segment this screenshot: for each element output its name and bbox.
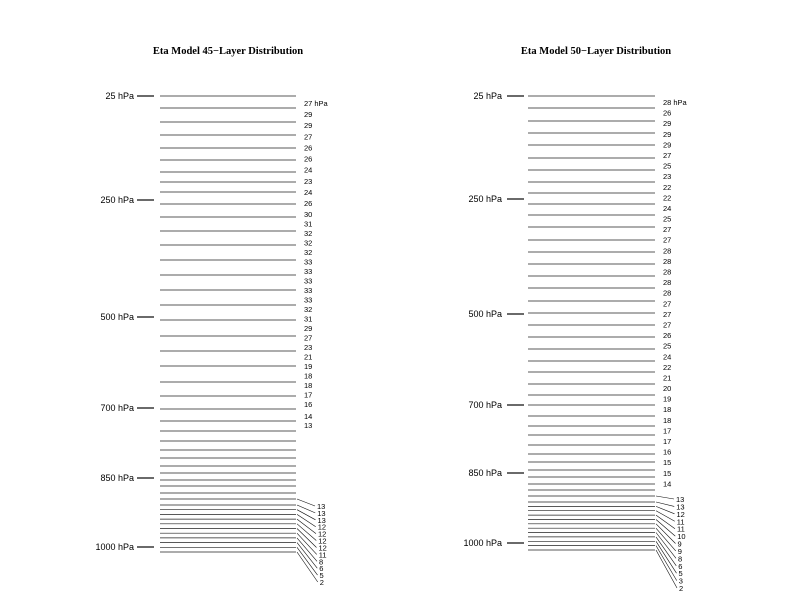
layer-thickness-label: 9 (677, 546, 682, 556)
pressure-label: 1000 hPa (95, 542, 134, 552)
layer-thickness-label: 15 (663, 458, 672, 468)
eta-50-layer-panel (463, 46, 687, 593)
layer-thickness-label: 10 (677, 532, 686, 542)
layer-thickness-label: 17 (663, 437, 672, 446)
layer-thickness-label: 32 (304, 238, 313, 248)
layer-thickness-label: 29 (663, 129, 672, 139)
label-leader-line (656, 528, 676, 551)
layer-thickness-label: 24 (304, 187, 313, 197)
label-leader-line (656, 502, 674, 506)
layer-thickness-label: 21 (663, 373, 672, 383)
layer-thickness-label: 23 (304, 176, 313, 186)
layer-thickness-label: 20 (663, 384, 672, 394)
layer-thickness-label: 21 (304, 352, 313, 362)
layer-thickness-label: 13 (317, 502, 326, 511)
layer-thickness-label: 5 (319, 571, 324, 581)
layer-thickness-label: 11 (676, 517, 685, 527)
layer-thickness-label: 32 (304, 305, 313, 314)
layer-thickness-label: 27 (304, 333, 313, 343)
eta-50-layer-lines (528, 96, 655, 550)
layer-thickness-label: 29 (663, 140, 672, 150)
layer-thickness-label: 16 (304, 400, 313, 409)
layer-thickness-label: 18 (304, 371, 313, 381)
layer-thickness-label: 29 (304, 121, 313, 131)
layer-thickness-label: 27 (663, 151, 672, 160)
layer-thickness-label: 5 (678, 569, 683, 579)
eta-45-pressure-ticks (95, 91, 154, 552)
layer-thickness-label: 23 (663, 172, 672, 182)
layer-thickness-label: 2 (679, 584, 684, 593)
label-leader-line (656, 496, 674, 499)
layer-thickness-label: 13 (317, 515, 326, 525)
layer-thickness-label: 28 (663, 278, 672, 288)
label-leader-line (656, 546, 677, 581)
layer-thickness-label: 17 (663, 426, 672, 436)
layer-thickness-label: 11 (318, 550, 327, 560)
layer-thickness-label: 12 (676, 509, 685, 519)
layer-thickness-label: 29 (304, 324, 313, 333)
label-leader-line (297, 552, 318, 582)
layer-thickness-label: 27 (663, 235, 672, 245)
layer-thickness-label: 26 (304, 199, 313, 208)
pressure-label: 850 hPa (100, 473, 134, 483)
layer-thickness-label: 18 (304, 381, 313, 390)
layer-thickness-label: 28 (663, 288, 672, 298)
layer-thickness-label: 13 (304, 421, 313, 430)
layer-thickness-label: 14 (304, 412, 313, 421)
layer-thickness-label: 14 (663, 479, 672, 489)
layer-thickness-label: 27 hPa (304, 99, 328, 108)
layer-thickness-label: 2 (319, 578, 324, 587)
layer-thickness-label: 32 (304, 248, 313, 257)
layer-thickness-label: 6 (678, 561, 683, 571)
layer-thickness-label: 18 (663, 405, 672, 415)
layer-thickness-label: 33 (304, 257, 313, 267)
layer-thickness-label: 28 (663, 246, 672, 256)
layer-thickness-label: 13 (676, 502, 685, 512)
layer-thickness-label: 24 (304, 165, 313, 175)
layer-thickness-label: 27 (663, 309, 672, 319)
layer-thickness-label: 9 (677, 539, 682, 549)
layer-thickness-label: 29 (304, 110, 313, 120)
label-leader-line (297, 514, 316, 526)
layer-thickness-label: 29 (663, 119, 672, 129)
layer-thickness-label: 31 (304, 219, 313, 229)
top-unit-label: hPa (314, 99, 328, 108)
label-leader-line (656, 511, 675, 522)
layer-thickness-label: 22 (663, 362, 672, 372)
layer-thickness-label: 26 (663, 331, 672, 341)
layer-thickness-label: 31 (304, 314, 313, 324)
eta-45-layer-lines (160, 96, 296, 552)
layer-thickness-label: 12 (318, 536, 327, 546)
layer-thickness-label: 28 (663, 256, 672, 266)
layer-thickness-label: 19 (663, 394, 672, 404)
pressure-label: 700 hPa (468, 400, 502, 410)
layer-thickness-label: 27 (663, 320, 672, 330)
label-leader-line (297, 499, 315, 506)
label-leader-line (297, 510, 316, 520)
label-leader-line (297, 505, 315, 513)
layer-thickness-label: 28 (663, 267, 672, 277)
layer-thickness-label: 13 (676, 495, 685, 504)
layer-thickness-label: 18 (663, 415, 672, 425)
eta-45-title: Eta Model 45−Layer Distribution (152, 46, 304, 57)
label-leader-line (656, 533, 676, 559)
layer-thickness-label: 12 (318, 529, 327, 539)
layer-thickness-label: 8 (678, 554, 683, 564)
layer-thickness-label: 8 (319, 557, 324, 567)
layer-thickness-label: 33 (304, 295, 313, 305)
layer-thickness-label: 24 (663, 203, 672, 213)
pressure-label: 1000 hPa (463, 538, 502, 548)
layer-thickness-label: 32 (304, 229, 313, 238)
layer-thickness-label: 27 (663, 299, 672, 309)
layer-thickness-label: 6 (319, 564, 324, 574)
layer-thickness-label: 28 hPa (663, 98, 687, 107)
layer-thickness-label: 19 (304, 362, 313, 371)
layer-thickness-label: 33 (304, 267, 313, 276)
pressure-label: 25 hPa (105, 91, 134, 101)
layer-thickness-label: 25 (663, 161, 672, 171)
layer-thickness-label: 27 (663, 225, 672, 235)
layer-thickness-label: 17 (304, 390, 313, 400)
layer-thickness-label: 26 (304, 154, 313, 164)
pressure-label: 250 hPa (468, 194, 502, 204)
layer-thickness-label: 22 (663, 193, 672, 203)
layer-thickness-label: 22 (663, 182, 672, 192)
pressure-label: 25 hPa (473, 91, 502, 101)
top-unit-label: hPa (673, 98, 687, 107)
layer-thickness-label: 33 (304, 276, 313, 286)
eta-45-thickness-labels (297, 99, 329, 587)
label-leader-line (297, 538, 317, 561)
layer-thickness-label: 33 (304, 286, 313, 295)
layer-thickness-label: 26 (304, 143, 313, 153)
layer-thickness-label: 23 (304, 343, 313, 352)
layer-thickness-label: 12 (318, 543, 327, 553)
eta-50-thickness-labels (656, 98, 688, 593)
layer-thickness-label: 30 (304, 210, 313, 219)
eta-50-pressure-ticks (463, 91, 524, 548)
layer-thickness-label: 3 (678, 576, 683, 586)
eta-45-layer-panel (95, 46, 328, 587)
eta-50-title: Eta Model 50−Layer Distribution (520, 46, 672, 57)
layer-thickness-label: 12 (317, 522, 327, 532)
layer-thickness-label: 26 (663, 108, 672, 118)
layer-thickness-label: 11 (677, 524, 685, 534)
pressure-label: 500 hPa (468, 309, 502, 319)
layer-thickness-label: 15 (663, 468, 672, 478)
layer-thickness-label: 25 (663, 341, 672, 351)
label-leader-line (297, 543, 317, 569)
layer-thickness-label: 16 (663, 447, 672, 457)
layer-thickness-label: 25 (663, 214, 672, 224)
pressure-label: 850 hPa (468, 468, 502, 478)
pressure-label: 250 hPa (100, 195, 134, 205)
label-leader-line (656, 506, 675, 513)
pressure-label: 500 hPa (100, 312, 134, 322)
layer-thickness-label: 27 (304, 132, 313, 142)
layer-thickness-label: 24 (663, 352, 672, 362)
pressure-label: 700 hPa (100, 403, 134, 413)
layer-thickness-label: 13 (317, 508, 326, 518)
